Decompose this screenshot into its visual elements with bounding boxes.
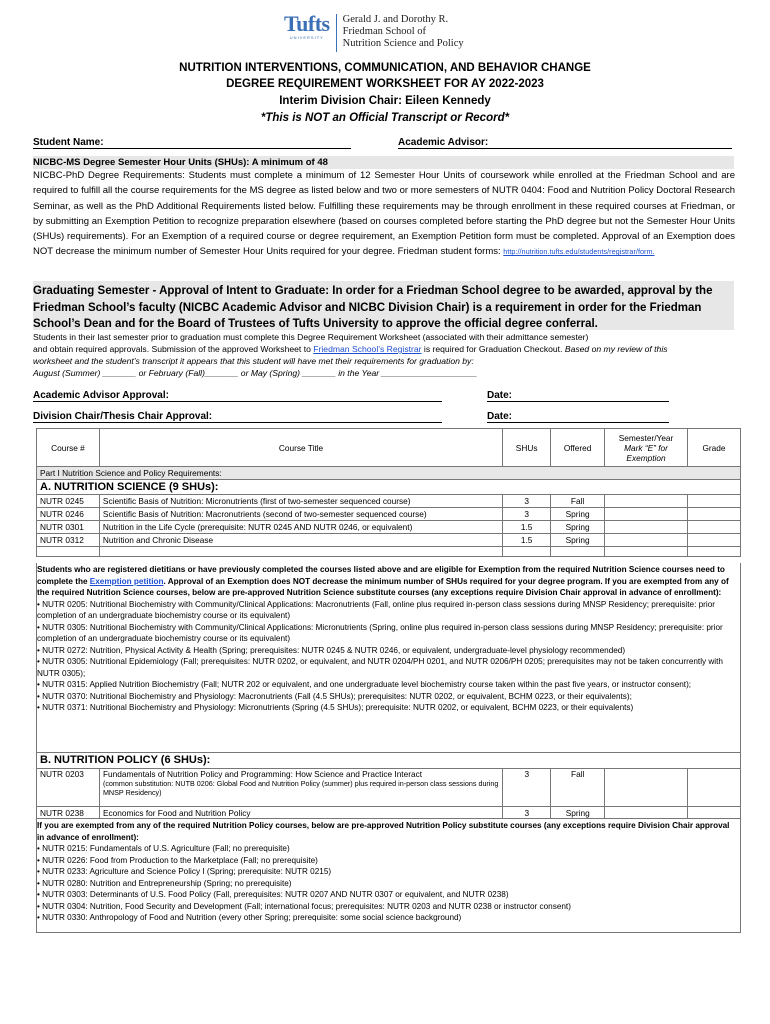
graduation-line-2 [33, 344, 735, 356]
academic-advisor-label: Academic Advisor: [398, 137, 489, 148]
phd-requirements-text [33, 168, 735, 260]
course-title: Nutrition and Chronic Disease [99, 534, 502, 547]
part1-row [37, 467, 741, 480]
section-a-heading: A. NUTRITION SCIENCE (9 SHUs): [37, 480, 741, 495]
table-header-row [37, 429, 741, 467]
logo-university: UNIVERSITY [289, 35, 324, 40]
course-title: Scientific Basis of Nutrition: Macronutrients (second of two-semester sequenced course) [99, 508, 502, 521]
graduation-heading: Graduating Semester - Approval of Intent to Graduate: In order for a Friedman School degree to be awarded, approval by the Friedman School’s faculty (NICBC Academic Advisor and NICBC Division Chair) is a requirement in order for the Friedman School’s Dean and for the Board of Trustees of Tufts University to approve the official degree conferral. [33, 285, 713, 330]
course-number: NUTR 0245 [37, 495, 100, 508]
course-number: NUTR 0246 [37, 508, 100, 521]
table-row [37, 508, 741, 521]
policy-sub-4: • NUTR 0303: Determinants of U.S. Food Policy (Fall, prerequisites: NUTR 0207 AND NUTR 0307 or equivalent, and NUTR 0238) [37, 890, 509, 899]
science-sub-3: • NUTR 0305: Nutritional Epidemiology (Fall; prerequisites: NUTR 0202, or equivalent, and NUTR 0204/PH 0201, and NUTR 0206/PH 0205; prerequisites may not be taken concurrently with NUTR 0305); [37, 657, 723, 678]
header-exemption [605, 429, 688, 467]
section-b-heading: B. NUTRITION POLICY (6 SHUs): [37, 753, 741, 769]
school-line-1: Gerald J. and Dorothy R. [342, 14, 449, 25]
school-line-2: Friedman School of [342, 26, 427, 37]
title-chair: Interim Division Chair: Eileen Kennedy [279, 95, 491, 107]
logo-divider [336, 14, 337, 52]
policy-sub-2: • NUTR 0233: Agriculture and Science Policy I (Spring; prerequisite: NUTR 0215) [37, 867, 332, 876]
course-offered: Spring [551, 534, 605, 547]
date-label-2: Date: [487, 411, 513, 422]
table-row [37, 534, 741, 547]
science-sub-1: • NUTR 0305: Nutritional Biochemistry with Community/Clinical Applications: Micronutrients (Spring, online plus required in-person class sessions during MNSP Residency; prerequisite: prior completion of an undergraduate biochemistry course or its equivalent) [37, 622, 723, 643]
policy-note-heading: If you are exempted from any of the required Nutrition Policy courses, below are pre-approved Nutrition Policy substitute courses (any exceptions require Division Chair approval in advance of enrollment): [37, 821, 730, 842]
academic-advisor-field[interactable] [398, 148, 732, 149]
table-row [37, 495, 741, 508]
phd-requirements-body: NICBC-PhD Degree Requirements: Students must complete a minimum of 12 Semester Hour Units of coursework while enrolled at the Friedman School and are required to fulfill all the course requirements for the MS degree as listed below and two or more semesters of NUTR 0404: Food and Nutrition Policy Doctoral Research Seminar, as well as the PhD Additional Requirements listed below. Fulfilling these requirements may be through enrollment in these required courses at Friedman, or by submitting an Exemption Petition to recognize preparation elsewhere (based on courses completed before starting the PhD degree but not the Semester Hour Units (SHUs) requirements). For an Exemption of a required course or degree requirement, an Exemption Petition form must be completed. Approval of an Exemption does NOT decrease the minimum number of Semester Hour Units required for your degree. Friedman student forms: [33, 170, 735, 258]
grade-cell[interactable] [688, 521, 741, 534]
exemption-petition-link[interactable]: Exemption petition [89, 576, 164, 586]
header-exemption-1: Semester/Year [618, 432, 674, 443]
date-field-2[interactable] [487, 422, 669, 423]
science-sub-2: • NUTR 0272: Nutrition, Physical Activity & Health (Spring; prerequisites: NUTR 0245 & NUTR 0246, or equivalent, undergraduate-level physiology recommended) [37, 645, 626, 655]
graduation-line-2c: Based on my review of this [564, 344, 668, 354]
exemption-cell[interactable] [605, 521, 688, 534]
date-field-1[interactable] [487, 401, 669, 402]
chair-approval-label: Division Chair/Thesis Chair Approval: [33, 411, 213, 422]
section-a-row [37, 480, 741, 495]
course-shus: 1.5 [503, 534, 551, 547]
policy-sub-1: • NUTR 0226: Food from Production to the Marketplace (Fall; no prerequisite) [37, 855, 318, 865]
chair-approval-field[interactable] [33, 422, 442, 423]
header-offered: Offered [551, 429, 605, 467]
section-b-row [37, 753, 741, 769]
exemption-cell[interactable] [605, 769, 688, 807]
table-row [37, 769, 741, 807]
exemption-cell[interactable] [605, 508, 688, 521]
grade-cell[interactable] [688, 495, 741, 508]
course-shus: 3 [503, 769, 551, 807]
header-grade: Grade [688, 429, 741, 467]
exemption-cell[interactable] [605, 534, 688, 547]
tufts-logo [284, 11, 464, 54]
policy-sub-3: • NUTR 0280: Nutrition and Entrepreneurship (Spring; no prerequisite) [37, 878, 292, 888]
course-shus: 1.5 [503, 521, 551, 534]
course-shus: 3 [503, 807, 551, 819]
course-offered: Fall [551, 495, 605, 508]
exemption-cell[interactable] [605, 495, 688, 508]
dietitian-note-b: . Approval of an Exemption does NOT decrease the minimum number of SHUs required for your degree program. If you are exempted from any of the required Nutrition Science courses, below are pre-approved Nutrition Science substitute courses (any exceptions require Division Chair approval in advance of enrollment): [37, 576, 729, 597]
course-number: NUTR 0203 [37, 769, 100, 807]
dietitian-note-a: Students who are registered dietitians or have previously completed the courses listed above and are eligible for Exemption from the required Nutrition Science courses need to complete the [37, 565, 725, 586]
course-table [36, 428, 741, 557]
header-course: Course # [37, 429, 100, 467]
science-sub-0: • NUTR 0205: Nutritional Biochemistry with Community/Clinical Applications: Macronutrients (Fall, online plus required in-person class sessions during MNSP Residency; prerequisite: prior completion of an undergraduate biochemistry course or its equivalent) [37, 599, 716, 620]
header-exemption-2: Mark “E” for [624, 442, 668, 453]
policy-sub-0: • NUTR 0215: Fundamentals of U.S. Agriculture (Fall; no prerequisite) [37, 844, 290, 853]
science-sub-5: • NUTR 0370: Nutritional Biochemistry and Physiology: Macronutrients (Fall (4.5 SHUs); prerequisites: NUTR 0202, or equivalent, BCHM 0223, or their equivalents); [37, 691, 632, 701]
course-shus: 3 [503, 508, 551, 521]
course-offered: Fall [551, 769, 605, 807]
policy-sub-6: • NUTR 0330: Anthropology of Food and Nutrition (every other Spring; prerequisite: some social science background) [37, 913, 462, 922]
course-title: Scientific Basis of Nutrition: Micronutrients (first of two-semester sequenced course) [99, 495, 502, 508]
course-offered: Spring [551, 521, 605, 534]
course-offered: Spring [551, 807, 605, 819]
course-title: Nutrition in the Life Cycle (prerequisite: NUTR 0245 AND NUTR 0246, or equivalent) [99, 521, 502, 534]
logo-wordmark: Tufts [284, 11, 330, 36]
course-title: Fundamentals of Nutrition Policy and Programming: How Science and Practice Interact [102, 769, 423, 779]
title-program: NUTRITION INTERVENTIONS, COMMUNICATION, AND BEHAVIOR CHANGE [179, 62, 591, 74]
title-worksheet: DEGREE REQUIREMENT WORKSHEET FOR AY 2022-2023 [226, 78, 544, 90]
registrar-link[interactable]: Friedman School’s Registrar [313, 344, 422, 354]
exemption-cell[interactable] [605, 807, 688, 819]
course-number: NUTR 0312 [37, 534, 100, 547]
graduation-line-2a: and obtain required approvals. Submission of the approved Worksheet to [33, 344, 311, 354]
graduation-date-line[interactable]: August (Summer) _______ or February (Fall)_______ or May (Spring) _______ in the Year ____________________ [33, 368, 478, 378]
course-substitution: (common substitution: NUTB 0206: Global Food and Nutrition Policy (summer) plus required in-person class sessions during MNSP Residency) [102, 779, 499, 797]
grade-cell[interactable] [688, 807, 741, 819]
policy-exemption-note [37, 820, 737, 924]
student-name-field[interactable] [33, 148, 351, 149]
advisor-approval-label: Academic Advisor Approval: [33, 390, 169, 401]
title-disclaimer: *This is NOT an Official Transcript or Record* [260, 112, 510, 124]
science-sub-4: • NUTR 0315: Applied Nutrition Biochemistry (Fall; NUTR 202 or equivalent, and one undergraduate level biochemistry course taken within the past five years, or instructor consent); [37, 680, 692, 689]
student-forms-link[interactable]: http://nutrition.tufts.edu/students/registrar/form. [503, 247, 655, 257]
school-line-3: Nutrition Science and Policy [342, 38, 464, 49]
advisor-approval-field[interactable] [33, 401, 442, 402]
course-number: NUTR 0238 [37, 807, 100, 819]
date-label-1: Date: [487, 390, 513, 401]
table-row-spacer [37, 547, 741, 557]
course-offered: Spring [551, 508, 605, 521]
school-name [343, 14, 464, 50]
header-title: Course Title [99, 429, 502, 467]
science-exemption-note [37, 564, 737, 714]
grade-cell[interactable] [688, 534, 741, 547]
graduation-line-2b: is required for Graduation Checkout. [423, 344, 563, 354]
part1-label: Part I Nutrition Science and Policy Requirements: [37, 467, 741, 480]
grade-cell[interactable] [688, 508, 741, 521]
graduation-line-3: worksheet and the student’s transcript it appears that this student will have met their requirements for graduation by: [33, 356, 474, 366]
ms-requirement-heading: NICBC-MS Degree Semester Hour Units (SHUs): A minimum of 48 [33, 157, 328, 168]
grade-cell[interactable] [688, 769, 741, 807]
table-row [37, 807, 741, 819]
course-title: Economics for Food and Nutrition Policy [99, 807, 502, 819]
science-sub-6: • NUTR 0371: Nutritional Biochemistry and Physiology: Micronutrients (Spring (4.5 SHUs); prerequisite: NUTR 0202, or equivalent, BCHM 0223, or their equivalents) [37, 703, 634, 712]
course-title-cell [99, 769, 502, 807]
table-row [37, 521, 741, 534]
student-name-label: Student Name: [33, 137, 104, 148]
course-number: NUTR 0301 [37, 521, 100, 534]
course-shus: 3 [503, 495, 551, 508]
header-shus: SHUs [503, 429, 551, 467]
header-exemption-3: Exemption [626, 452, 666, 463]
graduation-line-1: Students in their last semester prior to graduation must complete this Degree Requirement Worksheet (associated with their admittance semester) [33, 332, 589, 342]
policy-table [36, 752, 741, 819]
policy-sub-5: • NUTR 0304: Nutrition, Food Security and Development (Fall; international focus; prerequisites: NUTR 0203 and NUTR 0238 or instructor consent) [37, 901, 571, 911]
